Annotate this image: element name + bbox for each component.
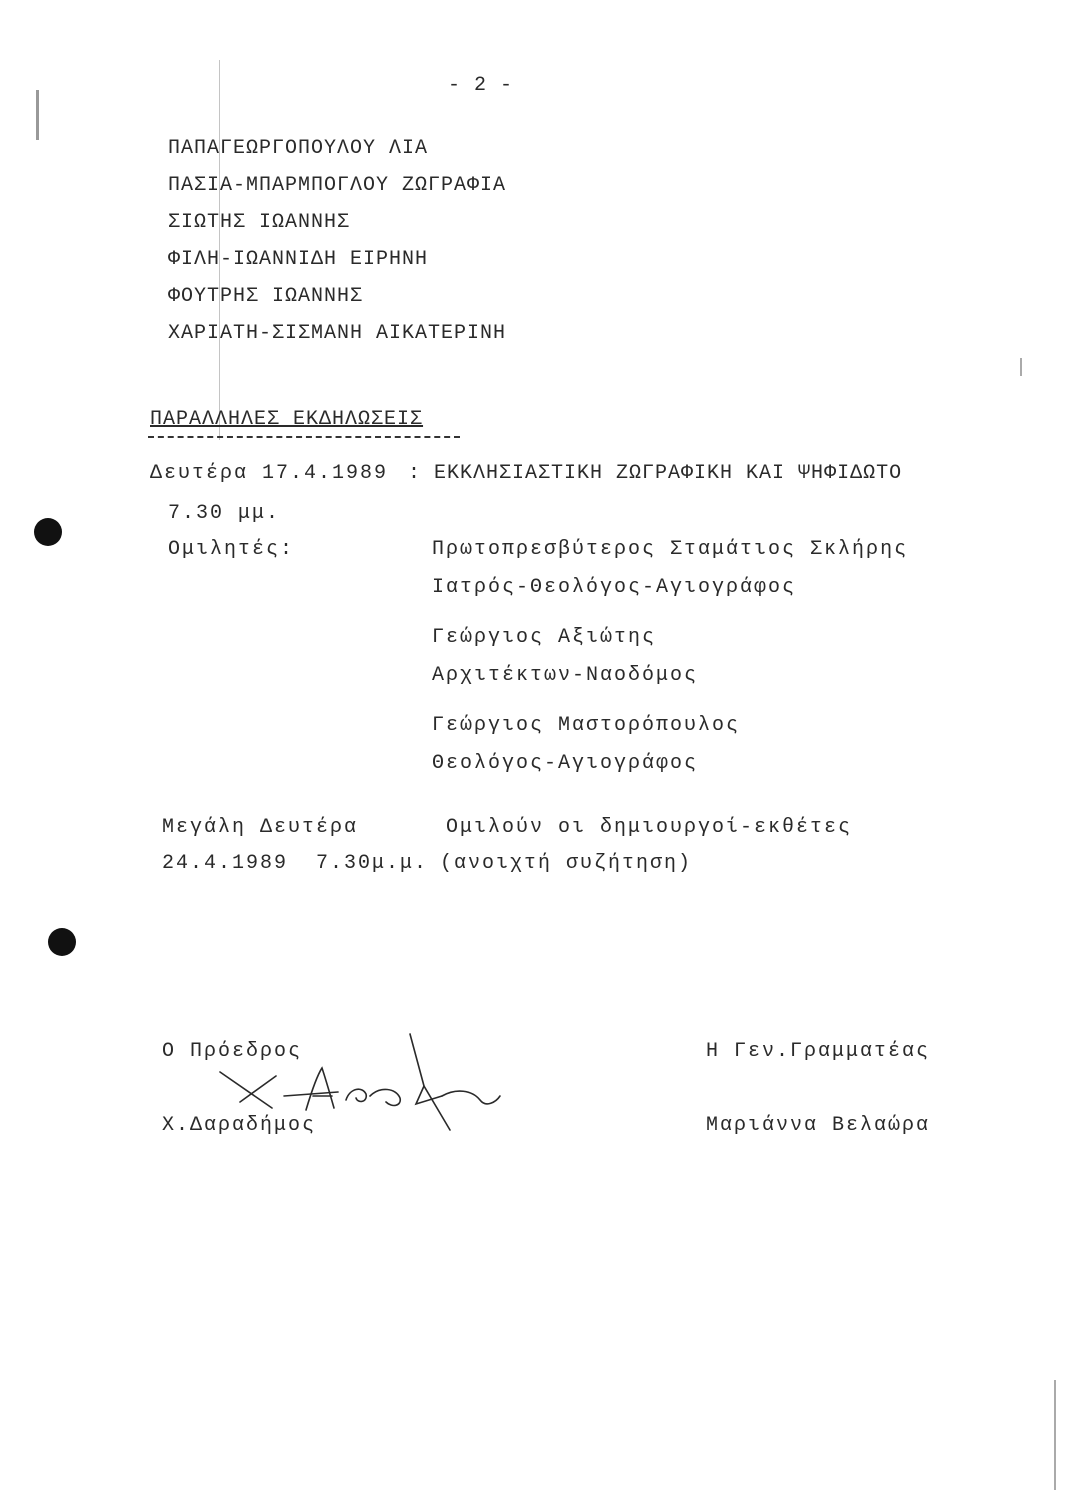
president-title: Ο Πρόεδρος	[162, 1040, 303, 1063]
event1-time: 7.30 μμ.	[168, 502, 281, 525]
speaker-3-name: Γεώργιος Μαστορόπουλος	[432, 714, 741, 737]
name-1: ΠΑΠΑΓΕΩΡΓΟΠΟΥΛΟΥ ΛΙΑ	[168, 137, 429, 160]
event2-day: Μεγάλη Δευτέρα	[162, 816, 359, 839]
event2-date-time: 24.4.1989 7.30μ.μ.	[162, 852, 429, 875]
name-5: ΦΟΥΤΡΗΣ ΙΩΑΝΝΗΣ	[168, 285, 364, 308]
name-3: ΣΙΩΤΗΣ ΙΩΑΝΝΗΣ	[168, 211, 351, 234]
event1-date: Δευτέρα 17.4.1989	[150, 462, 389, 485]
secretary-name: Μαριάννα Βελαώρα	[706, 1114, 931, 1137]
event1-title: : ΕΚΚΛΗΣΙΑΣΤΙΚΗ ΖΩΓΡΑΦΙΚΗ ΚΑΙ ΨΗΦΙΔΩΤΟ	[408, 462, 903, 485]
page-number: - 2 -	[448, 74, 514, 97]
speaker-2-name: Γεώργιος Αξιώτης	[432, 626, 657, 649]
speaker-1-name: Πρωτοπρεσβύτερος Σταμάτιος Σκλήρης	[432, 538, 909, 561]
name-6: ΧΑΡΙΑΤΗ-ΣΙΣΜΑΝΗ ΑΙΚΑΤΕΡΙΝΗ	[168, 322, 507, 345]
scan-mark-right-small	[1020, 358, 1022, 376]
scan-mark-right-edge	[1054, 1380, 1056, 1490]
event2-note: (ανοιχτή συζήτηση)	[440, 852, 693, 875]
president-signature	[210, 1030, 510, 1140]
name-2: ΠΑΣΙΑ-ΜΠΑΡΜΠΟΓΛΟΥ ΖΩΓΡΑΦΙΑ	[168, 174, 507, 197]
punch-hole-bottom	[48, 928, 76, 956]
section-title-underline	[148, 436, 460, 438]
secretary-title: Η Γεν.Γραμματέας	[706, 1040, 931, 1063]
president-name: Χ.Δαραδήμος	[162, 1114, 317, 1137]
punch-hole-top	[34, 518, 62, 546]
speaker-3-role: Θεολόγος-Αγιογράφος	[432, 752, 699, 775]
name-4: ΦΙΛΗ-ΙΩΑΝΝΙΔΗ ΕΙΡΗΝΗ	[168, 248, 429, 271]
scan-mark-left	[36, 90, 39, 140]
event1-speakers-label: Ομιλητές:	[168, 538, 295, 561]
event2-speakers: Ομιλούν οι δημιουργοί-εκθέτες	[446, 816, 853, 839]
speaker-1-role: Ιατρός-Θεολόγος-Αγιογράφος	[432, 576, 797, 599]
section-title: ΠΑΡΑΛΛΗΛΕΣ ΕΚΔΗΛΩΣΕΙΣ	[150, 408, 424, 431]
speaker-2-role: Αρχιτέκτων-Ναοδόμος	[432, 664, 699, 687]
